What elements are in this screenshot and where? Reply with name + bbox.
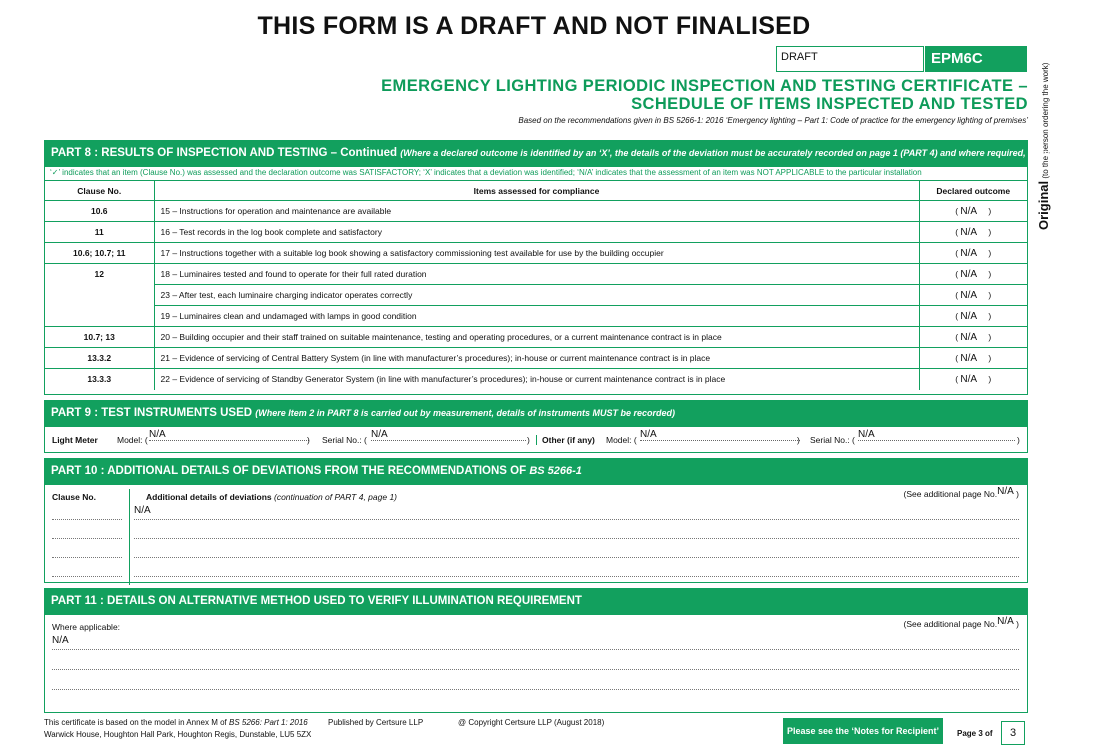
paren-close: ) bbox=[307, 435, 310, 445]
table-row bbox=[45, 222, 1027, 243]
copy-designation-note: (to the person ordering the work) bbox=[1041, 62, 1050, 179]
item-cell: 15 – Instructions for operation and maintenance are available bbox=[154, 201, 919, 222]
details-line[interactable] bbox=[134, 557, 1019, 558]
outcome-value[interactable]: N/A bbox=[960, 352, 978, 364]
outcome-cell[interactable]: ( N/A ) bbox=[919, 348, 1027, 369]
other-serial-label: Serial No.: ( bbox=[810, 435, 855, 445]
part8-table bbox=[45, 181, 1027, 390]
details-line[interactable] bbox=[52, 669, 1019, 670]
light-meter-model-label: Model: ( bbox=[117, 435, 148, 445]
additional-page-field[interactable]: N/A bbox=[997, 616, 1014, 627]
outcome-cell[interactable]: ( N/A ) bbox=[919, 369, 1027, 390]
clause-cell: 11 bbox=[45, 222, 154, 243]
outcome-value[interactable]: N/A bbox=[960, 289, 978, 301]
outcome-value[interactable]: N/A bbox=[960, 310, 978, 322]
outcome-cell[interactable]: ( N/A ) bbox=[919, 243, 1027, 264]
clause-cell: 10.6 bbox=[45, 201, 154, 222]
col-clause-header: Clause No. bbox=[45, 181, 154, 201]
part9-heading bbox=[45, 401, 1027, 427]
alternative-method-value[interactable]: N/A bbox=[52, 635, 69, 646]
form-title-line2: SCHEDULE OF ITEMS INSPECTED AND TESTED bbox=[631, 95, 1028, 113]
light-meter-label: Light Meter bbox=[52, 435, 98, 445]
details-line[interactable] bbox=[134, 576, 1019, 577]
outcome-value[interactable]: N/A bbox=[960, 373, 978, 385]
outcome-value[interactable]: N/A bbox=[960, 247, 978, 259]
clause-cell: 13.3.3 bbox=[45, 369, 154, 390]
clause-cell: 10.6; 10.7; 11 bbox=[45, 243, 154, 264]
part8-title: PART 8 : RESULTS OF INSPECTION AND TESTING – Continued bbox=[51, 147, 398, 159]
deviation-details-value[interactable]: N/A bbox=[134, 505, 151, 516]
other-instrument-label: Other (if any) bbox=[536, 435, 595, 445]
item-cell: 16 – Test records in the log book complete and satisfactory bbox=[154, 222, 919, 243]
footer-copyright: @ Copyright Certsure LLP (August 2018) bbox=[458, 718, 605, 727]
light-meter-serial-label: Serial No.: ( bbox=[322, 435, 367, 445]
item-cell: 17 – Instructions together with a suitable log book showing a satisfactory commissioning test available for use by the building occupier bbox=[154, 243, 919, 264]
footer-basis: This certificate is based on the model in Annex M of BS 5266: Part 1: 2016 bbox=[44, 718, 308, 727]
outcome-value[interactable]: N/A bbox=[960, 331, 978, 343]
clause-line[interactable] bbox=[52, 557, 122, 558]
status-field[interactable]: DRAFT bbox=[776, 46, 924, 72]
part11-body bbox=[45, 615, 1027, 715]
deviation-details-label: Additional details of deviations (continuation of PART 4, page 1) bbox=[146, 492, 398, 502]
item-cell: 21 – Evidence of servicing of Central Battery System (in line with manufacturer’s procedures); in-house or current maintenance contract is in place bbox=[154, 348, 919, 369]
paren-close: ) bbox=[527, 435, 530, 445]
col-items-header: Items assessed for compliance bbox=[154, 181, 919, 201]
outcome-value[interactable]: N/A bbox=[960, 205, 978, 217]
part10-section bbox=[44, 458, 1028, 583]
table-row bbox=[45, 285, 1027, 306]
table-row bbox=[45, 243, 1027, 264]
part9-section bbox=[44, 400, 1028, 453]
part10-heading bbox=[45, 459, 1027, 485]
outcome-cell[interactable]: ( N/A ) bbox=[919, 264, 1027, 285]
table-row bbox=[45, 306, 1027, 327]
part8-heading bbox=[45, 141, 1104, 167]
clause-line[interactable] bbox=[52, 538, 122, 539]
paren-close: ) bbox=[797, 435, 800, 445]
clause-cell: 10.7; 13 bbox=[45, 327, 154, 348]
item-cell: 19 – Luminaires clean and undamaged with lamps in good condition bbox=[154, 306, 919, 327]
instruments-row bbox=[45, 427, 1027, 453]
item-cell: 20 – Building occupier and their staff trained on suitable maintenance, testing and operating procedures, or a current maintenance contract is in place bbox=[154, 327, 919, 348]
table-row bbox=[45, 348, 1027, 369]
light-meter-serial-field[interactable]: N/A bbox=[371, 429, 526, 441]
col-outcome-header: Declared outcome bbox=[919, 181, 1027, 201]
details-line[interactable] bbox=[134, 538, 1019, 539]
table-row bbox=[45, 264, 1027, 285]
item-cell: 18 – Luminaires tested and found to operate for their full rated duration bbox=[154, 264, 919, 285]
outcome-cell[interactable]: ( N/A ) bbox=[919, 222, 1027, 243]
outcome-value[interactable]: N/A bbox=[960, 268, 978, 280]
clause-line[interactable] bbox=[52, 519, 122, 520]
part11-heading: PART 11 : DETAILS ON ALTERNATIVE METHOD USED TO VERIFY ILLUMINATION REQUIREMENT bbox=[45, 589, 1027, 615]
page-total-field[interactable]: 3 bbox=[1001, 721, 1025, 745]
based-on-note: Based on the recommendations given in BS 5266-1: 2016 ‘Emergency lighting – Part 1: Code of practice for the emergency lighting of premises’ bbox=[518, 116, 1028, 125]
outcome-cell[interactable]: ( N/A ) bbox=[919, 327, 1027, 348]
see-additional-page: (See additional page No.N/A ) bbox=[903, 486, 1019, 499]
clause-cell: 12 bbox=[45, 264, 154, 327]
clause-cell: 13.3.2 bbox=[45, 348, 154, 369]
part9-heading-note: (Where Item 2 in PART 8 is carried out by measurement, details of instruments MUST be recorded) bbox=[255, 408, 676, 418]
item-cell: 22 – Evidence of servicing of Standby Generator System (in line with manufacturer’s procedures); in-house or current maintenance contract is in place bbox=[154, 369, 919, 390]
other-model-label: Model: ( bbox=[606, 435, 637, 445]
table-row bbox=[45, 327, 1027, 348]
light-meter-model-field[interactable]: N/A bbox=[149, 429, 309, 441]
footer-publisher: Published by Certsure LLP bbox=[328, 718, 424, 727]
column-divider bbox=[129, 489, 130, 585]
table-row bbox=[45, 201, 1027, 222]
page-label: Page 3 of bbox=[957, 729, 993, 738]
clause-line[interactable] bbox=[52, 576, 122, 577]
footer-address: Warwick House, Houghton Hall Park, Houghton Regis, Dunstable, LU5 5ZX bbox=[44, 730, 312, 739]
other-serial-field[interactable]: N/A bbox=[858, 429, 1015, 441]
see-additional-page: (See additional page No.N/A ) bbox=[903, 616, 1019, 629]
part10-body bbox=[45, 485, 1027, 585]
part8-heading-note: (Where a declared outcome is identified by an ‘X’, the details of the deviation must be accurately recorded on page 1 (PART 4) and where required, page 3 (PART 10)) bbox=[400, 148, 1104, 158]
clause-no-label: Clause No. bbox=[52, 492, 96, 502]
copy-designation-bold: Original bbox=[1036, 180, 1051, 230]
part8-legend: ‘✓’ indicates that an item (Clause No.) was assessed and the declaration outcome was SATISFACTORY; ‘X’ indicates that a deviation was identified; ‘N/A’ indicates that the assessment of an item was NOT APPLICABLE to the particular installation bbox=[45, 167, 1027, 181]
copy-designation bbox=[1036, 63, 1051, 230]
form-code-badge: EPM6C bbox=[925, 46, 1027, 72]
table-row bbox=[45, 369, 1027, 390]
paren-close: ) bbox=[1017, 435, 1020, 445]
draft-banner: THIS FORM IS A DRAFT AND NOT FINALISED bbox=[257, 12, 811, 40]
form-title-line1: EMERGENCY LIGHTING PERIODIC INSPECTION AND TESTING CERTIFICATE – bbox=[381, 77, 1028, 95]
details-line[interactable] bbox=[52, 649, 1019, 650]
part9-title: PART 9 : TEST INSTRUMENTS USED bbox=[51, 407, 253, 419]
other-model-field[interactable]: N/A bbox=[640, 429, 800, 441]
details-line[interactable] bbox=[52, 689, 1019, 690]
where-applicable-label: Where applicable: bbox=[52, 622, 121, 632]
part10-title: PART 10 : ADDITIONAL DETAILS OF DEVIATIONS FROM THE RECOMMENDATIONS OF bbox=[51, 465, 527, 477]
outcome-cell[interactable]: ( N/A ) bbox=[919, 201, 1027, 222]
part10-heading-ref: BS 5266-1 bbox=[529, 465, 582, 477]
outcome-cell[interactable]: ( N/A ) bbox=[919, 306, 1027, 327]
outcome-cell[interactable]: ( N/A ) bbox=[919, 285, 1027, 306]
item-cell: 23 – After test, each luminaire charging indicator operates correctly bbox=[154, 285, 919, 306]
notes-for-recipient-button[interactable]: Please see the ‘Notes for Recipient’ bbox=[783, 718, 943, 744]
part11-section bbox=[44, 588, 1028, 713]
outcome-value[interactable]: N/A bbox=[960, 226, 978, 238]
details-line[interactable] bbox=[134, 519, 1019, 520]
additional-page-field[interactable]: N/A bbox=[997, 486, 1014, 497]
